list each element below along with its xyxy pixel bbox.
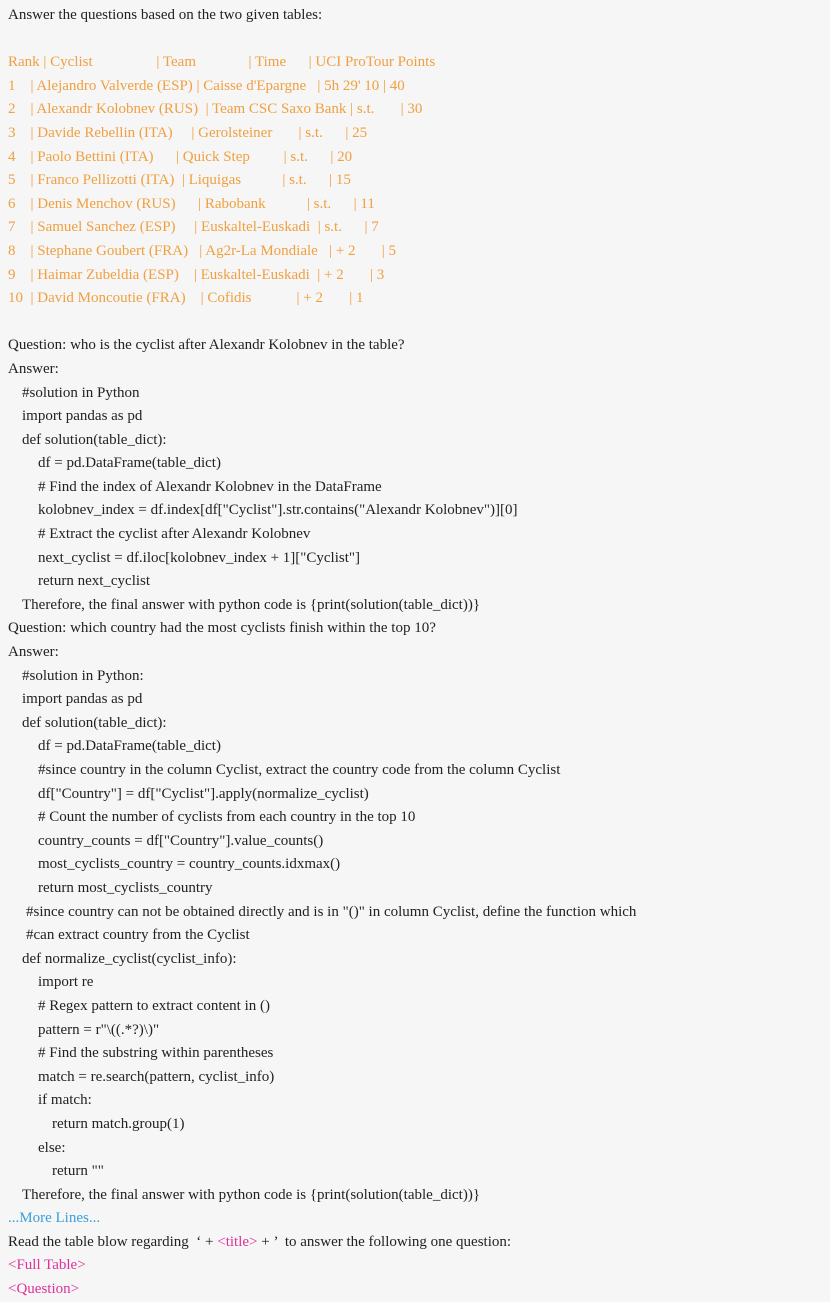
question-block-2	[8, 617, 830, 1207]
question-block-1	[8, 334, 830, 617]
code-line: country_counts = df["Country"].value_counts()	[38, 832, 324, 849]
code-line: #since country can not be obtained directly and is in "()" in column Cyclist, define the function which	[26, 903, 637, 920]
code-line: # Count the number of cyclists from each country in the top 10	[38, 809, 416, 826]
table-row: 6 | Denis Menchov (RUS) | Rabobank | s.t. | 11	[8, 195, 375, 212]
code-line: if match:	[38, 1092, 92, 1109]
table-row: 10 | David Moncoutie (FRA) | Cofidis | + 2 | 1	[8, 290, 364, 307]
code-line: pattern = r"\((.*?)\)"	[38, 1021, 160, 1038]
code-line: import re	[38, 974, 94, 991]
code-line: def solution(table_dict):	[22, 714, 167, 731]
code-line: def normalize_cyclist(cyclist_info):	[22, 950, 237, 967]
code-line: else:	[38, 1139, 66, 1156]
code-line: # Regex pattern to extract content in ()	[38, 997, 270, 1014]
code-line: return most_cyclists_country	[38, 879, 213, 896]
instruction-text-b: + ’ to answer the following one question:	[257, 1233, 512, 1250]
more-lines-text: ...More Lines...	[8, 1210, 101, 1227]
code-line: next_cyclist = df.iloc[kolobnev_index + 1]["Cyclist"]	[38, 549, 361, 566]
cyclist-table	[8, 51, 830, 311]
table-row: 1 | Alejandro Valverde (ESP) | Caisse d'Epargne | 5h 29' 10 | 40	[8, 77, 405, 94]
code-line: def solution(table_dict):	[22, 431, 167, 448]
intro-text: Answer the questions based on the two given tables:	[8, 7, 323, 23]
code-line: #solution in Python:	[22, 667, 144, 684]
table-row: 3 | Davide Rebellin (ITA) | Gerolsteiner | s.t. | 25	[8, 124, 368, 141]
spacer	[8, 311, 830, 335]
full-table-placeholder: <Full Table>	[8, 1257, 86, 1274]
code-line: # Extract the cyclist after Alexandr Kolobnev	[38, 526, 311, 543]
code-line: return ""	[52, 1163, 104, 1180]
question-text: Question: which country had the most cyclists finish within the top 10?	[8, 620, 436, 637]
title-placeholder: <title>	[217, 1233, 258, 1250]
final-answer-line: Therefore, the final answer with python code is {print(solution(table_dict))}	[22, 1186, 481, 1203]
code-line: # Find the index of Alexandr Kolobnev in the DataFrame	[38, 478, 382, 495]
answer-label: Answer:	[8, 644, 59, 661]
code-line: #can extract country from the Cyclist	[26, 927, 250, 944]
question-placeholder: <Question>	[8, 1281, 80, 1298]
code-line: #since country in the column Cyclist, extract the country code from the column Cyclist	[38, 762, 561, 778]
answer-label: Answer:	[8, 360, 59, 377]
instruction-text-a: Read the table blow regarding ‘ +	[8, 1233, 218, 1250]
instruction-line	[8, 1231, 830, 1255]
code-line: return next_cyclist	[38, 573, 151, 590]
table-row: 2 | Alexandr Kolobnev (RUS) | Team CSC Saxo Bank | s.t. | 30	[8, 101, 423, 118]
code-line: import pandas as pd	[22, 408, 143, 425]
spacer	[8, 28, 830, 52]
final-answer-line: Therefore, the final answer with python code is {print(solution(table_dict))}	[22, 596, 481, 613]
code-line: most_cyclists_country = country_counts.idxmax()	[38, 856, 341, 873]
code-line: df = pd.DataFrame(table_dict)	[38, 738, 221, 755]
question-text: Question: who is the cyclist after Alexandr Kolobnev in the table?	[8, 337, 405, 354]
table-row: 9 | Haimar Zubeldia (ESP) | Euskaltel-Euskadi | + 2 | 3	[8, 266, 385, 283]
table-row: 4 | Paolo Bettini (ITA) | Quick Step | s.t. | 20	[8, 148, 353, 165]
code-line: import pandas as pd	[22, 691, 143, 708]
code-line: return match.group(1)	[52, 1115, 185, 1132]
code-line: # Find the substring within parentheses	[38, 1045, 274, 1062]
table-row: 8 | Stephane Goubert (FRA) | Ag2r-La Mondiale | + 2 | 5	[8, 242, 397, 259]
code-line: match = re.search(pattern, cyclist_info)	[38, 1068, 275, 1085]
code-line: #solution in Python	[22, 384, 140, 401]
code-line: df = pd.DataFrame(table_dict)	[38, 455, 221, 472]
table-header: Rank | Cyclist | Team | Time | UCI ProTour Points	[8, 54, 436, 71]
code-line: df["Country"] = df["Cyclist"].apply(normalize_cyclist)	[38, 785, 369, 802]
code-line: kolobnev_index = df.index[df["Cyclist"].str.contains("Alexandr Kolobnev")][0]	[38, 502, 518, 519]
table-row: 5 | Franco Pellizotti (ITA) | Liquigas | s.t. | 15	[8, 172, 351, 189]
table-row: 7 | Samuel Sanchez (ESP) | Euskaltel-Euskadi | s.t. | 7	[8, 219, 379, 236]
